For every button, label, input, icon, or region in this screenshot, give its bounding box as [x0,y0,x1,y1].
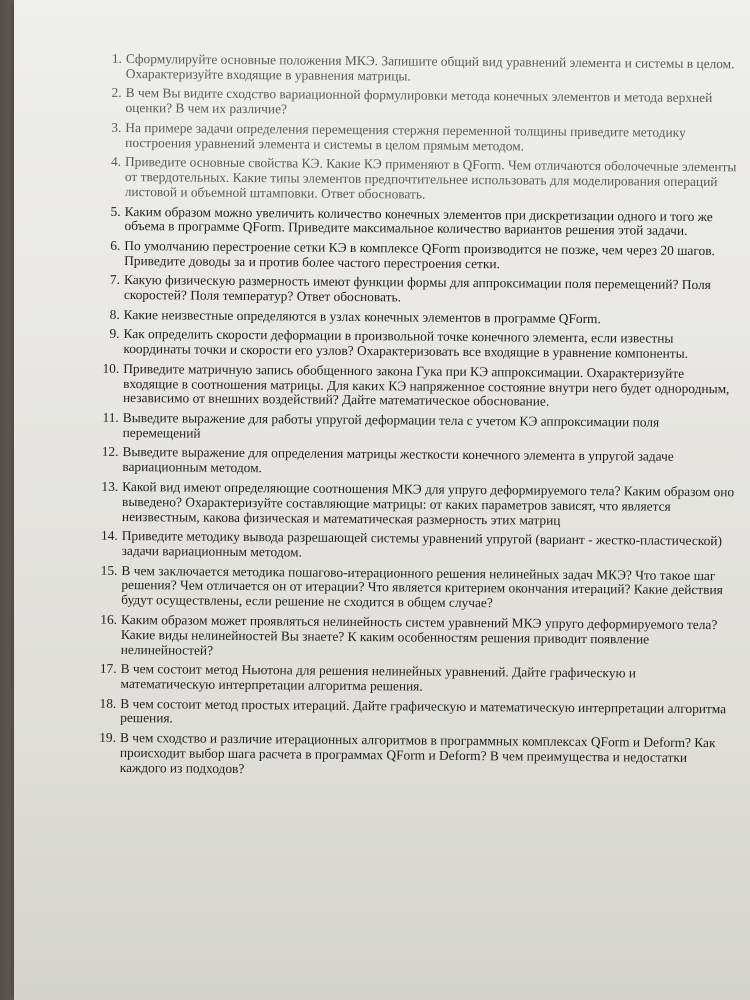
question-text: В чем состоит метод простых итераций. Дайте графическую и математическую интерпретации алгоритма решения. [120,695,727,726]
question-number: 4. [110,154,122,170]
question-number: 3. [111,119,122,135]
question-text: В чем сходство и различие итерационных алгоритмов в программных комплексах QForm и Deform? Как происходит выбор шага расчета в программах QForm и Deform? В чем преимущества и недостатки каждого из подходов? [119,729,716,776]
question-item [99,660,732,697]
question-item [102,409,735,446]
question-text: В чем состоит метод Ньютона для решения нелинейных уравнений. Дайте графическую и математическую интерпретации алгоритма решения. [120,661,637,694]
question-number: 19. [99,729,117,745]
question-number: 13. [101,478,119,494]
question-text: Как определить скорости деформации в произвольной точке конечного элемента, если известны координаты точки и скорости его узлов? Охарактеризовать все входящие в уравнение компоненты. [123,326,689,362]
question-text: Какую физическую размерность имеют функции формы для аппроксимации поля перемещений? Поля скоростей? Поля температур? Ответ обосновать. [123,272,711,305]
question-item [111,85,737,121]
question-item [110,203,736,240]
question-item [110,154,737,205]
question-number: 12. [101,444,119,460]
question-item [101,444,734,480]
question-text: На примере задачи определения перемещения стержня переменной толщины приведите методику построения уравнений элемента и системы в целом прямым методом. [125,119,686,154]
question-number: 6. [110,237,121,253]
question-number: 14. [100,527,118,544]
question-number: 2. [111,85,122,101]
question-text: Какой вид имеют определяющие соотношения МКЭ для упруго деформируемого тела? Каким образом оно выведено? Охарактеризуйте составляющие матрицы: от каких параметров зависят, что является неизвестным, какова физическая и математическая размерность этих матриц [121,478,735,528]
question-text: В чем заключается методика пошагово-итерационного решения нелинейных задач МКЭ? Что такое шаг решения? Чем отличается он от итерации? Что является критерием окончания итераций? Какие действия будут осуществлены, если решение не сходится в общем случае? [121,562,723,611]
question-text: В чем Вы видите сходство вариационной формулировки метода конечных элементов и метода верхней оценки? В чем их различие? [125,85,713,117]
question-item [100,611,733,663]
question-number: 9. [109,326,120,342]
question-number: 18. [99,695,117,711]
question-number: 11. [102,409,119,425]
question-number: 8. [109,306,120,322]
question-number: 7. [109,272,121,288]
question-text: Каким образом можно увеличить количество конечных элементов при дискретизации одного и того же объема в программе QForm. Приведите максимальное количество вариантов решения этой задачи. [124,203,713,239]
question-number: 1. [111,50,123,66]
question-number: 5. [110,203,121,219]
question-text: Приведите методику вывода разрешающей системы уравнений упругой (вариант - жестко-пластической) задачи вариационным методом. [121,528,723,560]
question-text: Сформулируйте основные положения МКЭ. Запишите общий вид уравнений элемента и системы в целом. Охарактеризуйте входящие в уравнения матрицы. [125,51,735,84]
question-item [99,695,732,732]
paper-sheet [14,0,750,1000]
question-item [100,527,734,564]
question-text: Приведите основные свойства КЭ. Какие КЭ применяют в QForm. Чем отличаются оболочечные элементы от твердотельных. Какие типы элементов предпочтительнее использовать для моделирования операций листовой и объемной штамповки. Ответ обосновать. [124,154,737,202]
question-item [99,729,732,781]
question-number: 15. [100,562,118,578]
question-item [111,119,737,156]
question-item [109,306,736,328]
question-item [109,272,736,308]
question-item [100,562,733,613]
question-item [109,326,735,362]
question-text: Приведите матричную запись обобщенного закона Гука при КЭ аппроксимации. Охарактеризуйте входящие в соотношения матрицы. Для каких КЭ напряженное состояние внутри него будет однородным, независимо от внешних воздействий? Дайте математическое обоснование. [122,360,730,410]
question-number: 16. [100,611,118,627]
question-list [99,50,738,786]
question-number: 17. [99,660,117,677]
question-text: По умолчанию перестроение сетки КЭ в комплексе QForm производится не позже, чем через 20 шагов. Приведите доводы за и против более частого перестроения сетки. [124,237,716,272]
question-item [102,360,735,412]
question-item [110,237,736,274]
question-text: Какие неизвестные определяются в узлах конечных элементов в программе QForm. [123,306,601,326]
question-text: Выведите выражение для определения матрицы жесткости конечного элемента в упругой задаче вариационным методом. [122,444,674,476]
question-item [111,50,738,87]
question-item [101,478,735,530]
question-number: 10. [102,360,120,376]
question-text: Каким образом может проявляться нелинейность систем уравнений МКЭ упруго деформируемого тела? Какие виды нелинейностей Вы знаете? К каким особенностям решения приводит появление нелинейностей? [120,611,718,658]
question-text: Выведите выражение для работы упругой деформации тела с учетом КЭ аппроксимации поля перемещений [122,409,660,441]
